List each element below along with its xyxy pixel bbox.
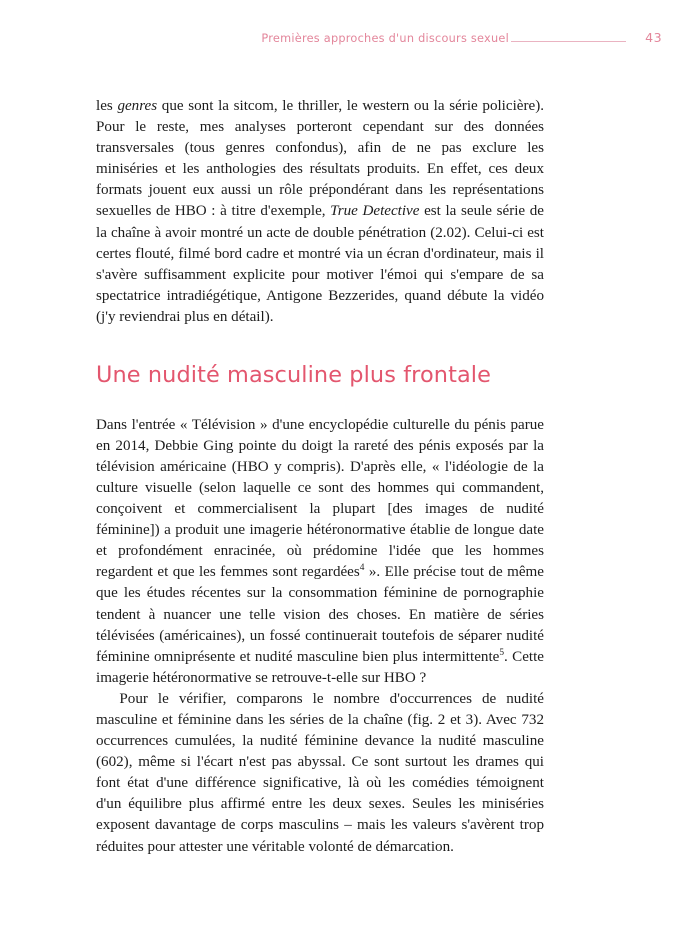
paragraph-ging-segment-1: Dans l'entrée « Télévision » d'une encyclopédie culturelle du pénis parue en 2014, Debbie Ging pointe du doigt la rareté des pénis exposés par la télévision américaine (HBO y compris). D'après elle, « l'idéologie de la culture visuelle (selon laquelle ce sont des hommes qui commandent, conçoivent et commercialisent la plupart [des images de nudité féminine]) a produit une imagerie hétéronormative établie de longue date et profondément enracinée, où prédomine l'idée que les hommes regardent et que les femmes sont regardées (96, 416, 544, 581)
footnote-marker-5[interactable]: 5 (499, 647, 505, 658)
paragraph-ging-segment-2: ». Elle précise tout de même que les études récentes sur la consommation féminine de pornographie tendent à nuancer une telle vision des choses. En matière de séries télévisées (américaines), un fossé continuerait toutefois de séparer nudité féminine omniprésente et nudité masculine bien plus intermittente (96, 564, 544, 665)
running-header-title: Premières approches d'un discours sexuel (261, 32, 509, 45)
paragraph-ging-segment-3: . Cette imagerie hétéronormative se retrouve-t-elle sur HBO ? (96, 648, 544, 686)
paragraph-intro-segment-2: que sont la sitcom, le thriller, le western ou la série policière). Pour le reste, mes analyses porteront cependant sur des données transversales (tous genres confondus), afin de ne pas exclure les miniséries et les anthologies des résultats produits. En effet, ces deux formats jouent eux aussi un rôle prépondérant dans les représentations sexuelles de HBO : à titre d'exemple, (96, 98, 544, 220)
paragraph-intro (96, 96, 544, 328)
paragraph-verification: Pour le vérifier, comparons le nombre d'occurrences de nudité masculine et féminine dans les séries de la chaîne (fig. 2 et 3). Avec 732 occurrences cumulées, la nudité féminine devance la nudité masculine (602), même si l'écart n'est pas abyssal. Ce sont surtout les drames qui font état d'une différence significative, là où les comédies témoignent d'un équilibre plus affirmé entre les deux sexes. Seules les miniséries exposent davantage de corps masculins – mais les valeurs s'avèrent trop réduites pour attester une véritable volonté de démarcation. (96, 690, 544, 855)
page-number: 43 (645, 30, 662, 45)
title-true-detective: True Detective (330, 203, 420, 220)
running-header (0, 30, 700, 56)
running-header-rule (511, 41, 626, 42)
paragraph-ging (96, 415, 544, 689)
title-genres: genres (117, 98, 158, 114)
section-heading: Une nudité masculine plus frontale (96, 362, 491, 389)
footnote-marker-4[interactable]: 4 (359, 563, 365, 574)
text-column (96, 96, 544, 858)
spacer-after-heading (96, 388, 544, 415)
paragraph-intro-segment-3: est la seule série de la chaîne à avoir montré un acte de double pénétration (2.02). Celui-ci est certes flouté, filmé bord cadre et montré via un écran d'ordinateur, mais il s'avère suffisamment explicite pour motiver l'émoi qui s'empare de sa spectatrice intradiégétique, Antigone Bezzerides, quand débute la vidéo (j'y reviendrai plus en détail). (96, 203, 544, 325)
spacer-before-heading (96, 328, 544, 363)
paragraph-intro-segment-1: les (96, 98, 118, 114)
